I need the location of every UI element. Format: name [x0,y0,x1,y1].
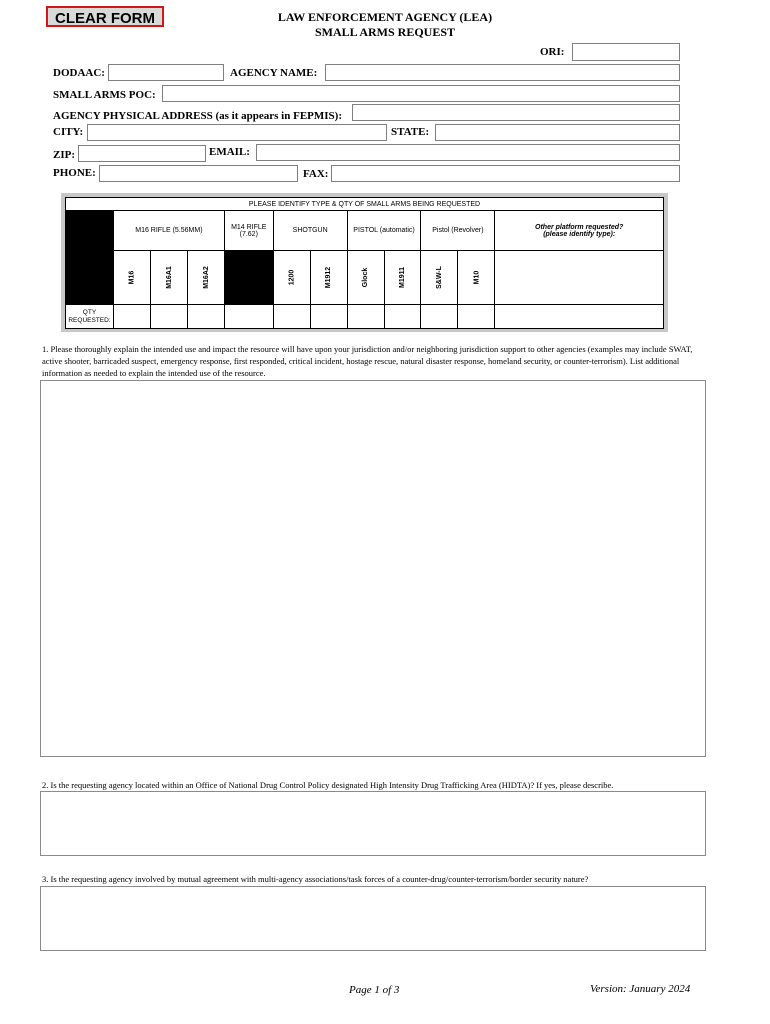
ori-label: ORI: [540,46,565,58]
state-field[interactable] [435,124,680,141]
other-platform-line1: Other platform requested? [535,223,624,231]
qty-sw-l[interactable] [421,305,458,329]
phone-label: PHONE: [53,167,96,179]
phone-field[interactable] [99,165,298,182]
model-glock: Glock [347,251,384,305]
form-title: LAW ENFORCEMENT AGENCY (LEA) [277,10,493,24]
ori-field[interactable] [572,43,680,61]
version-label: Version: January 2024 [590,983,691,995]
m14-model-blank [224,251,273,305]
m14-group-header: M14 RIFLE (7.62) [224,211,273,251]
question-2-answer-box[interactable] [40,791,706,856]
qty-m14[interactable] [224,305,273,329]
question-2-text: 2. Is the requesting agency located within an Office of National Drug Control Policy designated High Intensity Drug Trafficking Area (HIDTA)? If yes, please describe. [42,780,614,790]
model-m16a1: M16A1 [150,251,187,305]
shotgun-group-header: SHOTGUN [273,211,347,251]
address-label: AGENCY PHYSICAL ADDRESS (as it appears in FEPMIS): [53,110,342,122]
qty-m1911[interactable] [384,305,421,329]
state-label: STATE: [391,126,430,138]
question-3-answer-box[interactable] [40,886,706,951]
clear-form-button[interactable]: CLEAR FORM [46,6,164,27]
other-platform-header [495,211,664,251]
qty-label: QTY REQUESTED: [66,305,114,329]
pistol-auto-group-header: PISTOL (automatic) [347,211,421,251]
qty-m10[interactable] [458,305,495,329]
qty-1200[interactable] [273,305,310,329]
qty-other[interactable] [495,305,664,329]
qty-m16a2[interactable] [187,305,224,329]
dodaac-label: DODAAC: [53,67,105,79]
qty-m16[interactable] [113,305,150,329]
pistol-revolver-group-header: Pistol (Revolver) [421,211,495,251]
model-sw-l: S&W-L [421,251,458,305]
page-number: Page 1 of 3 [349,984,400,996]
zip-label: ZIP: [53,149,75,161]
model-1200: 1200 [273,251,310,305]
qty-m1912[interactable] [310,305,347,329]
dodaac-field[interactable] [108,64,224,81]
other-platform-line2: (please identify type): [543,230,616,238]
m16-group-header: M16 RIFLE (5.56MM) [113,211,224,251]
fax-field[interactable] [331,165,680,182]
table-caption: PLEASE IDENTIFY TYPE & QTY OF SMALL ARMS BEING REQUESTED [66,198,664,211]
small-arms-table [65,197,664,329]
email-label: EMAIL: [209,146,250,158]
poc-label: SMALL ARMS POC: [53,89,156,101]
form-subtitle: SMALL ARMS REQUEST [314,25,456,39]
model-m10: M10 [458,251,495,305]
city-label: CITY: [53,126,84,138]
poc-field[interactable] [162,85,680,102]
model-m1912: M1912 [310,251,347,305]
email-field[interactable] [256,144,680,161]
agency-name-label: AGENCY NAME: [230,67,318,79]
question-1-answer-box[interactable] [40,380,706,757]
corner-cell [66,211,114,305]
agency-name-field[interactable] [325,64,680,81]
city-field[interactable] [87,124,387,141]
qty-glock[interactable] [347,305,384,329]
other-platform-type-field[interactable] [495,251,664,305]
address-field[interactable] [352,104,680,121]
model-m1911: M1911 [384,251,421,305]
zip-field[interactable] [78,145,206,162]
qty-m16a1[interactable] [150,305,187,329]
model-m16a2: M16A2 [187,251,224,305]
fax-label: FAX: [303,168,329,180]
question-1-text: 1. Please thoroughly explain the intended use and impact the resource will have upon your jurisdiction and/or neighboring jurisdiction support to other agencies (examples may include SWAT, active shooter, barricaded suspect, emergency response, first responded, critical incident, hostage rescue, natural disaster response, homeland security, or counter-terrorism). List additional information as needed to explain the intended use of the resource. [42,344,693,378]
question-3-text: 3. Is the requesting agency involved by mutual agreement with multi-agency associations/task forces of a counter-drug/counter-terrorism/border security nature? [42,874,589,884]
small-arms-table-frame [61,193,668,332]
model-m16: M16 [113,251,150,305]
